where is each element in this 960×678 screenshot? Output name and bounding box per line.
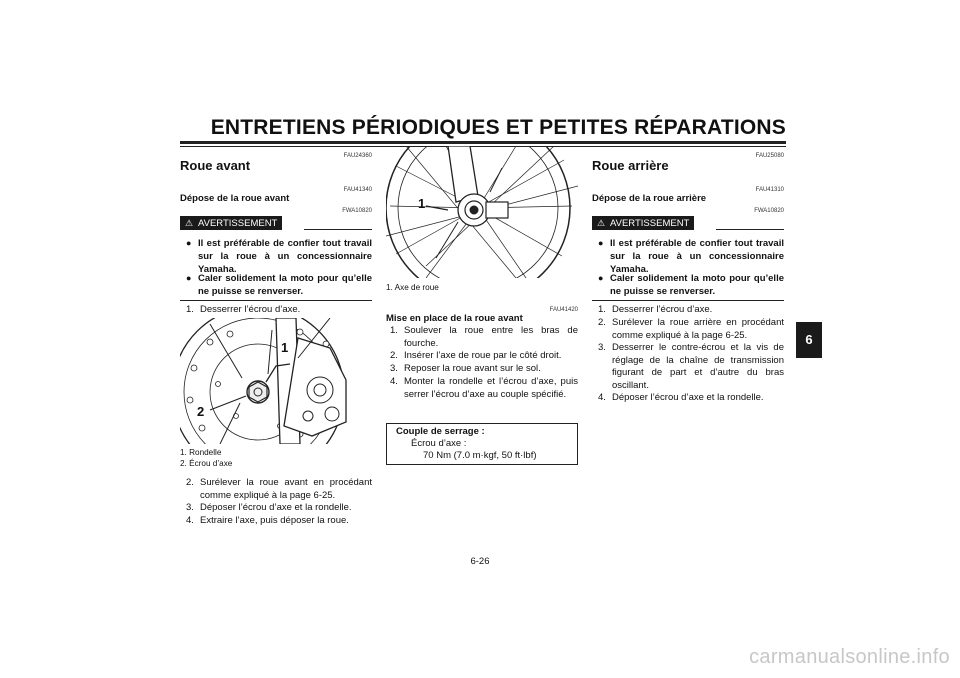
- torque-spec-box: [386, 423, 578, 465]
- subsection-title-front-removal: Dépose de la roue avant: [180, 193, 290, 204]
- bullet-icon: ●: [186, 273, 192, 283]
- warning-code: FWA10820: [342, 208, 372, 214]
- section-title-front-wheel: Roue avant: [180, 158, 251, 173]
- warning-triangle-icon: ⚠: [596, 218, 606, 228]
- section-code: FAU25080: [755, 153, 784, 159]
- subsection-title-rear-removal: Dépose de la roue arrière: [592, 193, 707, 204]
- bullet-icon: ●: [598, 273, 604, 283]
- torque-item: Écrou d’axe :: [411, 438, 467, 449]
- step-item: 3. Desserrer le contre-écrou et la vis de réglage de la chaîne de transmission figurant de part et d’autre du bras oscillant.: [598, 342, 784, 391]
- step-item: 1. Desserrer l’écrou d’axe.: [186, 304, 301, 315]
- warning-label: AVERTISSEMENT: [610, 218, 690, 229]
- figure-caption: 1. Axe de roue: [386, 283, 439, 292]
- warning-badge: [592, 216, 694, 230]
- bullet-icon: ●: [598, 238, 604, 248]
- figure-caption: 2. Écrou d’axe: [180, 459, 233, 468]
- figure-caption: 1. Rondelle: [180, 448, 222, 457]
- warning-top-rule: [304, 229, 372, 230]
- page-number: 6-26: [470, 556, 490, 567]
- step-item: 2. Insérer l’axe de roue par le côté droit.: [390, 350, 562, 361]
- section-title-rear-wheel: Roue arrière: [592, 158, 669, 173]
- subsection-code: FAU41310: [755, 187, 784, 193]
- figure-callout: 1: [281, 340, 289, 355]
- step-item: 4. Extraire l’axe, puis déposer la roue.: [186, 515, 349, 526]
- step-item: 1. Soulever la roue entre les bras de fourche.: [390, 325, 578, 349]
- step-item: 3. Déposer l’écrou d’axe et la rondelle.: [186, 502, 352, 513]
- bullet-icon: ●: [186, 238, 192, 248]
- warning-item: ● Il est préférable de confier tout travail sur la roue à un concessionnaire Yamaha.: [598, 238, 784, 275]
- torque-value: 70 Nm (7.0 m·kgf, 50 ft·lbf): [423, 450, 537, 461]
- front-wheel-axle-figure: [386, 146, 578, 278]
- figure-callout: 1: [418, 196, 426, 211]
- front-axle-nut-figure: [180, 318, 372, 444]
- section-code: FAU24360: [343, 153, 372, 159]
- warning-item: ● Il est préférable de confier tout travail sur la roue à un concessionnaire Yamaha.: [186, 238, 372, 275]
- torque-heading: Couple de serrage :: [396, 426, 485, 437]
- page-title: ENTRETIENS PÉRIODIQUES ET PETITES RÉPARATIONS: [210, 116, 786, 139]
- warning-item: ● Caler solidement la moto pour qu’elle ne puisse se renverser.: [598, 273, 784, 297]
- warning-label: AVERTISSEMENT: [198, 218, 278, 229]
- warning-badge: [180, 216, 282, 230]
- warning-top-rule: [716, 229, 784, 230]
- subsection-code: FAU41420: [549, 307, 578, 313]
- warning-triangle-icon: ⚠: [184, 218, 194, 228]
- warning-bottom-rule: [180, 300, 372, 301]
- subsection-title-front-install: Mise en place de la roue avant: [386, 313, 523, 324]
- step-item: 2. Surélever la roue arrière en procédant comme expliqué à la page 6-25.: [598, 317, 784, 341]
- figure-callout: 2: [197, 404, 205, 419]
- watermark: carmanualsonline.info: [749, 646, 950, 668]
- step-item: 4. Monter la rondelle et l’écrou d’axe, puis serrer l’écrou d’axe au couple spécifié.: [390, 376, 578, 400]
- header-rule: [180, 141, 786, 144]
- warning-item: ● Caler solidement la moto pour qu’elle ne puisse se renverser.: [186, 273, 372, 297]
- subsection-code: FAU41340: [343, 187, 372, 193]
- step-item: 2. Surélever la roue avant en procédant comme expliqué à la page 6-25.: [186, 477, 372, 501]
- chapter-tab: 6: [796, 322, 822, 358]
- step-item: 1. Desserrer l’écrou d’axe.: [598, 304, 713, 315]
- warning-code: FWA10820: [754, 208, 784, 214]
- warning-bottom-rule: [592, 300, 784, 301]
- step-item: 3. Reposer la roue avant sur le sol.: [390, 363, 541, 374]
- step-item: 4. Déposer l’écrou d’axe et la rondelle.: [598, 392, 764, 403]
